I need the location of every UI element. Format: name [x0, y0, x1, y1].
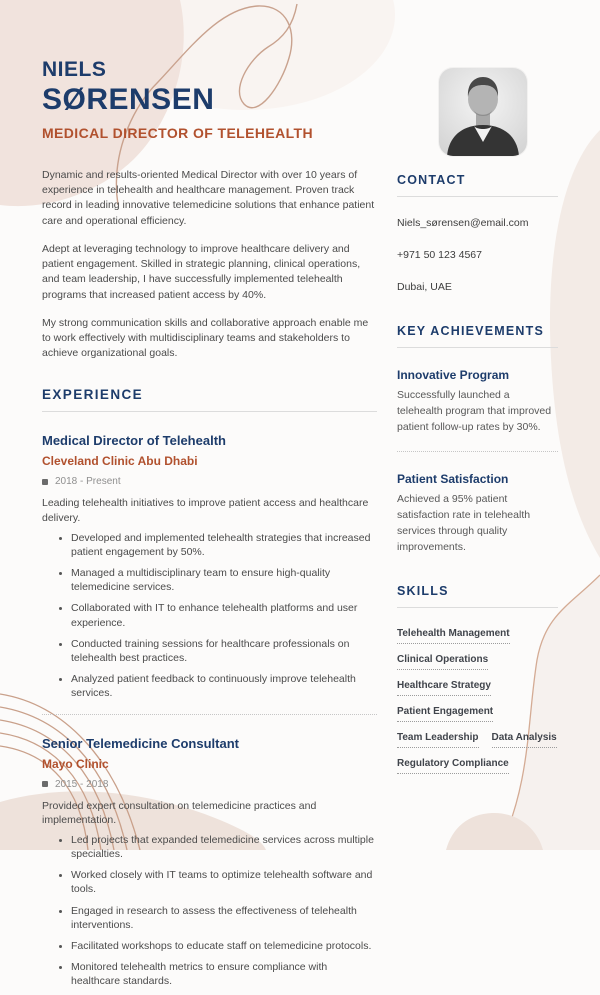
summary-paragraph: My strong communication skills and collaborative approach enable me to work effectively with multidisciplinary teams and stakeholders to achieve organizational goals. — [42, 316, 369, 360]
main-column — [42, 58, 377, 995]
job-bullet-list — [42, 531, 377, 701]
job-title: Senior Telemedicine Consultant — [42, 735, 239, 751]
job-dates — [42, 779, 377, 790]
experience-entry — [42, 433, 377, 700]
job-title: Medical Director of Telehealth — [42, 433, 226, 449]
job-bullet: • Monitored telehealth metrics to ensure compliance with healthcare standards. — [71, 960, 377, 988]
experience-section — [42, 387, 377, 988]
section-divider — [42, 411, 377, 412]
section-divider — [397, 607, 558, 608]
skill-item: Regulatory Compliance — [397, 758, 509, 774]
profile-photo-image — [439, 68, 527, 156]
skills-section — [397, 584, 558, 774]
skills-heading: SKILLS — [397, 584, 449, 599]
job-bullet: • Facilitated workshops to educate staff on telemedicine protocols. — [71, 939, 377, 953]
job-bullet: • Worked closely with IT teams to optimize telehealth software and tools. — [71, 868, 377, 896]
calendar-icon — [42, 479, 48, 485]
summary-section — [42, 168, 377, 361]
achievement-divider — [397, 451, 558, 452]
first-name: NIELS — [42, 58, 107, 81]
section-divider — [397, 347, 558, 348]
achievement-title: Innovative Program — [397, 368, 510, 382]
achievement-title: Patient Satisfaction — [397, 472, 509, 487]
skill-item: Team Leadership — [397, 732, 479, 748]
contact-heading: CONTACT — [397, 173, 466, 187]
skill-item: Telehealth Management — [397, 628, 510, 644]
job-description: Leading telehealth initiatives to improve patient access and healthcare delivery. — [42, 497, 369, 525]
skill-item: Patient Engagement — [397, 706, 493, 722]
job-bullet: • Led projects that expanded telemedicine services across multiple specialties. — [71, 833, 377, 861]
profile-photo — [439, 68, 527, 156]
experience-entry — [42, 736, 377, 989]
job-description: Provided expert consultation on telemedicine practices and implementation. — [42, 799, 317, 827]
job-bullet: • Analyzed patient feedback to continuously improve telehealth services. — [71, 672, 377, 700]
contact-email: Niels_sørensen@email.com — [397, 217, 529, 229]
achievements-section — [397, 324, 558, 555]
section-divider — [397, 196, 558, 197]
skill-list — [397, 628, 558, 774]
job-bullet: • Developed and implemented telehealth strategies that increased patient engagement by 50%. — [71, 531, 377, 559]
job-dates — [42, 476, 377, 487]
achievements-heading: KEY ACHIEVEMENTS — [397, 324, 545, 338]
contact-phone: +971 50 123 4567 — [397, 249, 482, 261]
achievement-item — [397, 472, 558, 555]
skill-item: Data Analysis — [492, 732, 557, 748]
job-bullet-list — [42, 833, 377, 989]
contact-section — [397, 173, 558, 293]
job-bullet: • Managed a multidisciplinary team to ensure high-quality telemedicine services. — [71, 566, 377, 594]
job-company: Mayo Clinic — [42, 756, 109, 771]
skill-item: Healthcare Strategy — [397, 680, 491, 696]
job-bullet: • Engaged in research to assess the effectiveness of telehealth interventions. — [71, 904, 377, 932]
summary-paragraph: Adept at leveraging technology to improve healthcare delivery and patient engagement. Skilled in strategic planning, clinical operations, and team leadership, I have successfully implemented telehealth programs that increased patient access by 40%. — [42, 242, 361, 301]
job-dates-label: 2018 - Present — [55, 476, 121, 488]
last-name: SØRENSEN — [42, 83, 215, 116]
job-divider — [42, 714, 377, 715]
achievement-text: Achieved a 95% patient satisfaction rate in telehealth services through quality improvements. — [397, 493, 531, 553]
achievement-text: Successfully launched a telehealth program that improved patient follow-up rates by 30%. — [397, 389, 552, 433]
calendar-icon — [42, 781, 48, 787]
job-bullet: • Collaborated with IT to enhance telehealth platforms and user experience. — [71, 601, 377, 629]
job-dates-label: 2015 - 2018 — [55, 778, 109, 790]
role-title: MEDICAL DIRECTOR OF TELEHEALTH — [42, 125, 313, 141]
experience-heading: EXPERIENCE — [42, 387, 144, 403]
contact-location: Dubai, UAE — [397, 281, 452, 293]
summary-paragraph: Dynamic and results-oriented Medical Director with over 10 years of experience in telehealth and healthcare management. Proven track record in leading innovative telemedicine solutions that enhance patient care and operational efficiency. — [42, 169, 375, 227]
job-company: Cleveland Clinic Abu Dhabi — [42, 454, 198, 469]
achievement-item — [397, 368, 558, 435]
skill-item: Clinical Operations — [397, 654, 488, 670]
job-bullet: • Conducted training sessions for healthcare professionals on telehealth best practices. — [71, 637, 377, 665]
sidebar-column — [397, 68, 558, 774]
